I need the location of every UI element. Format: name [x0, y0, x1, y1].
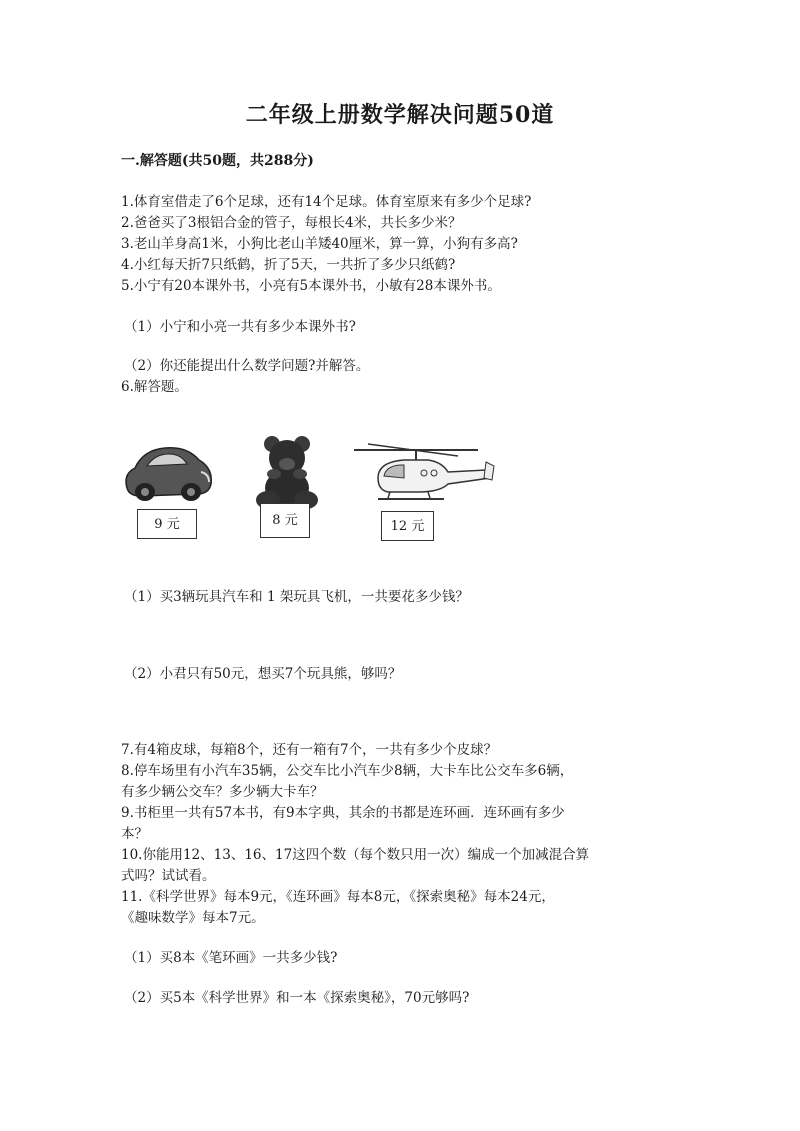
question-8-line-2: 有多少辆公交车？多少辆大卡车？	[121, 784, 324, 800]
price-bear: 8 元	[272, 513, 298, 528]
price-tag-plane	[381, 511, 434, 541]
question-9-line-2: 本？	[121, 826, 148, 842]
question-7: 7.有4箱皮球，每箱8个，还有一箱有7个，一共有多少个皮球？	[121, 742, 498, 758]
question-11-part-2: （2）买5本《科学世界》和一本《探索奥秘》，70元够吗?	[124, 990, 470, 1006]
question-5-part-2: （2）你还能提出什么数学问题?并解答。	[124, 358, 370, 374]
price-tag-car	[137, 509, 197, 539]
teddy-bear-image	[252, 434, 322, 510]
question-10-line-2: 式吗？试试看。	[121, 868, 216, 884]
question-11-line-1: 11.《科学世界》每本9元，《连环画》每本8元，《探索奥秘》每本24元，	[121, 889, 555, 905]
question-6-part-1: （1）买3辆玩具汽车和 1 架玩具飞机，一共要花多少钱？	[124, 589, 469, 605]
price-car: 9 元	[154, 517, 180, 532]
question-11-line-2: 《趣味数学》每本7元。	[121, 910, 265, 926]
question-4: 4.小红每天折7只纸鹤，折了5天，一共折了多少只纸鹤?	[121, 257, 456, 273]
toy-car-image	[121, 438, 216, 508]
question-2: 2.爸爸买了3根铝合金的管子，每根长4米，共长多少米？	[121, 215, 462, 231]
question-5: 5.小宁有20本课外书，小亮有5本课外书，小敏有28本课外书。	[121, 278, 501, 294]
question-10-line-1: 10.你能用12、13、16、17这四个数（每个数只用一次）编成一个加减混合算	[121, 847, 590, 863]
question-6-part-2: （2）小君只有50元，想买7个玩具熊，够吗？	[124, 666, 402, 682]
question-3: 3.老山羊身高1米，小狗比老山羊矮40厘米，算一算，小狗有多高?	[121, 236, 518, 252]
question-9-line-1: 9.书柜里一共有57本书，有9本字典，其余的书都是连环画．连环画有多少	[121, 805, 565, 821]
price-plane: 12 元	[390, 519, 425, 534]
question-5-part-1: （1）小宁和小亮一共有多少本课外书?	[124, 319, 356, 335]
question-8-line-1: 8.停车场里有小汽车35辆，公交车比小汽车少8辆，大卡车比公交车多6辆，	[121, 763, 574, 779]
question-11-part-1: （1）买8本《笔环画》一共多少钱?	[124, 950, 338, 966]
question-6: 6.解答题。	[121, 379, 188, 395]
page-title: 二年级上册数学解决问题50道	[245, 102, 555, 128]
question-1: 1.体育室借走了6个足球，还有14个足球。体育室原来有多少个足球?	[121, 194, 532, 210]
price-tag-bear	[260, 503, 310, 538]
section-heading: 一.解答题(共50题，共288分)	[121, 153, 314, 169]
helicopter-image	[348, 440, 498, 510]
